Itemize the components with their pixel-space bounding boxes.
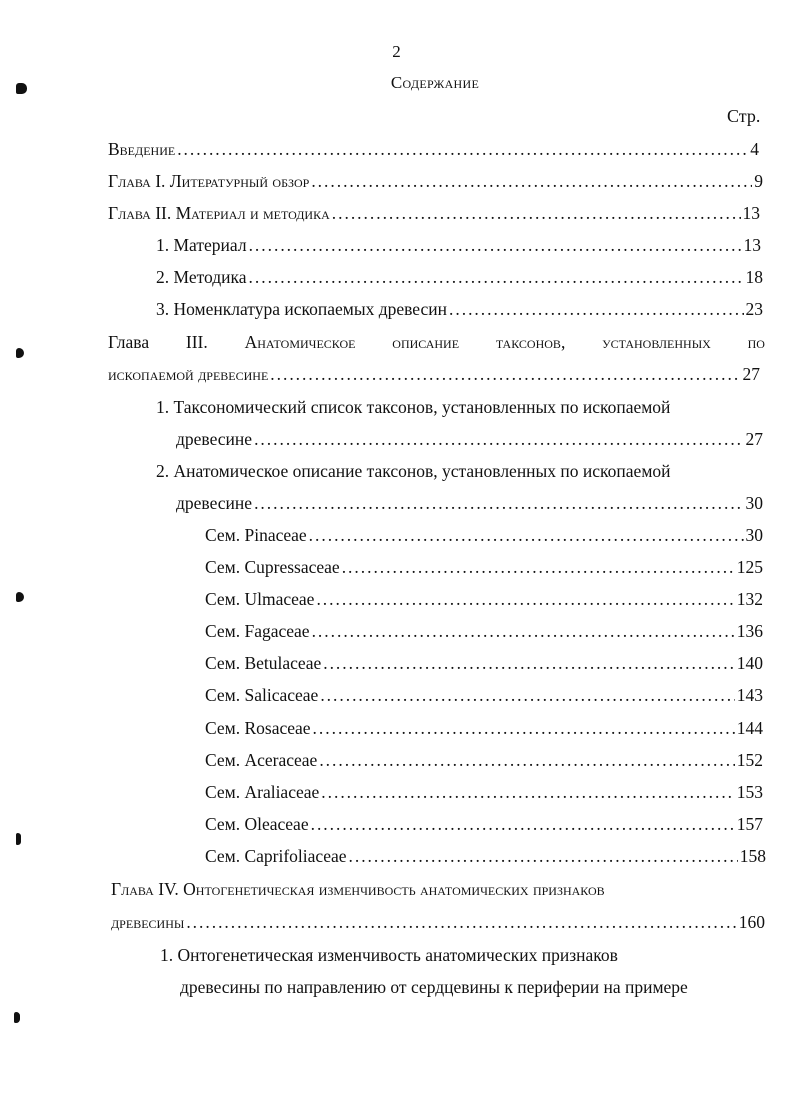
toc-page: 27 — [745, 429, 763, 449]
page-number: 2 — [392, 42, 401, 61]
toc-entry-rosaceae — [205, 717, 763, 739]
toc-page: 140 — [736, 653, 763, 673]
toc-entry-aceraceae — [205, 749, 763, 771]
toc-label: древесины — [111, 912, 185, 932]
toc-entry-material — [156, 234, 761, 256]
scan-mark — [16, 592, 24, 602]
toc-page: 18 — [745, 267, 763, 287]
toc-page: 152 — [736, 750, 763, 770]
toc-label: Сем. Ulmaceae — [205, 589, 315, 609]
scan-mark — [16, 348, 24, 358]
toc-label: Сем. Fagaceae — [205, 621, 310, 641]
toc-entry-introduction — [108, 138, 759, 160]
toc-label: Сем. Oleaceae — [205, 814, 309, 834]
page-column-header: Стр. — [727, 106, 761, 126]
toc-entry-oleaceae — [205, 813, 763, 835]
toc-entry-taxa-list-line2 — [176, 428, 763, 450]
page-title: Содержание — [390, 73, 480, 92]
toc-word: установленных — [602, 332, 711, 352]
toc-label: Сем. Araliaceae — [205, 782, 320, 802]
toc-label: 1. Материал — [156, 235, 247, 255]
toc-entry-caprifoliaceae — [205, 845, 766, 867]
toc-leader — [320, 684, 734, 706]
toc-entry-chapter-3-line2 — [108, 363, 760, 385]
toc-leader — [332, 202, 741, 224]
toc-leader — [254, 492, 743, 514]
toc-leader — [323, 652, 735, 674]
toc-leader — [349, 845, 738, 867]
toc-page: 132 — [736, 589, 763, 609]
toc-leader — [249, 234, 742, 256]
toc-leader — [316, 588, 734, 610]
toc-entry-cupressaceae — [205, 556, 763, 578]
toc-leader — [342, 556, 735, 578]
toc-entry-taxa-list-line1: 1. Таксономический список таксонов, установленных по ископаемой — [156, 397, 671, 417]
toc-entry-anatomy-line1: 2. Анатомическое описание таксонов, установленных по ископаемой — [156, 461, 671, 481]
toc-entry-chapter-1 — [108, 170, 763, 192]
toc-page: 136 — [736, 621, 763, 641]
toc-leader — [319, 749, 734, 771]
toc-page: 13 — [743, 235, 761, 255]
toc-leader — [186, 911, 736, 933]
toc-entry-ulmaceae — [205, 588, 763, 610]
toc-entry-chapter-2 — [108, 202, 760, 224]
toc-page: 125 — [736, 557, 763, 577]
toc-page: 27 — [742, 364, 760, 384]
toc-label: древесине — [176, 493, 253, 513]
toc-entry-chapter-4-line1: Глава IV. Онтогенетическая изменчивость анатомических признаков — [111, 879, 605, 899]
toc-label: Сем. Caprifoliaceae — [205, 846, 347, 866]
toc-leader — [313, 717, 735, 739]
toc-word: описание — [392, 332, 460, 352]
toc-page: 9 — [754, 171, 763, 191]
toc-label: ископаемой древесине — [108, 364, 269, 384]
toc-entry-ontogenetic-line1: 1. Онтогенетическая изменчивость анатомических признаков — [160, 945, 618, 965]
toc-leader — [321, 781, 734, 803]
toc-leader — [249, 266, 744, 288]
toc-entry-araliaceae — [205, 781, 763, 803]
toc-label: древесине — [176, 429, 253, 449]
toc-label: Глава I. Литературный обзор — [108, 171, 310, 191]
scan-mark — [16, 83, 27, 94]
toc-entry-anatomy-line2 — [176, 492, 763, 514]
toc-word: Анатомическое — [244, 332, 356, 352]
toc-entry-salicaceae — [205, 684, 763, 706]
toc-label: 2. Методика — [156, 267, 247, 287]
toc-label: Сем. Cupressaceae — [205, 557, 340, 577]
toc-entry-fagaceae — [205, 620, 763, 642]
toc-page: 143 — [736, 685, 763, 705]
toc-leader — [449, 298, 743, 320]
toc-leader — [311, 170, 752, 192]
scan-mark — [14, 1012, 20, 1023]
toc-label: Глава II. Материал и методика — [108, 203, 330, 223]
toc-page: 160 — [738, 912, 765, 932]
toc-label: Сем. Aceraceae — [205, 750, 318, 770]
toc-page: 153 — [736, 782, 763, 802]
toc-entry-betulaceae — [205, 652, 763, 674]
toc-word: III. — [185, 332, 208, 352]
toc-entry-pinaceae — [205, 524, 763, 546]
toc-leader — [177, 138, 748, 160]
toc-page: 30 — [745, 525, 763, 545]
toc-label: Сем. Pinaceae — [205, 525, 307, 545]
toc-word: по — [747, 332, 765, 352]
toc-page: 13 — [742, 203, 760, 223]
toc-leader — [309, 524, 744, 546]
toc-page: 144 — [736, 718, 763, 738]
toc-label: Введение — [108, 139, 176, 159]
toc-leader — [312, 620, 735, 642]
toc-leader — [270, 363, 740, 385]
toc-entry-nomenclature — [156, 298, 763, 320]
toc-entry-ontogenetic-line2: древесины по направлению от сердцевины к периферии на примере — [180, 977, 688, 997]
toc-page: 158 — [739, 846, 766, 866]
toc-label: 3. Номенклатура ископаемых древесин — [156, 299, 448, 319]
toc-label: Сем. Salicaceae — [205, 685, 319, 705]
toc-leader — [254, 428, 743, 450]
scan-mark — [16, 833, 21, 845]
toc-label: Сем. Betulaceae — [205, 653, 322, 673]
toc-page: 4 — [750, 139, 759, 159]
toc-entry-chapter-4-line2 — [111, 911, 765, 933]
toc-leader — [311, 813, 735, 835]
toc-page: 23 — [745, 299, 763, 319]
toc-entry-methods — [156, 266, 763, 288]
toc-word: Глава — [108, 332, 150, 352]
toc-label: Сем. Rosaceae — [205, 718, 311, 738]
toc-word: таксонов, — [495, 332, 566, 352]
toc-entry-chapter-3-line1 — [108, 331, 765, 353]
toc-page: 157 — [736, 814, 763, 834]
toc-page: 30 — [745, 493, 763, 513]
